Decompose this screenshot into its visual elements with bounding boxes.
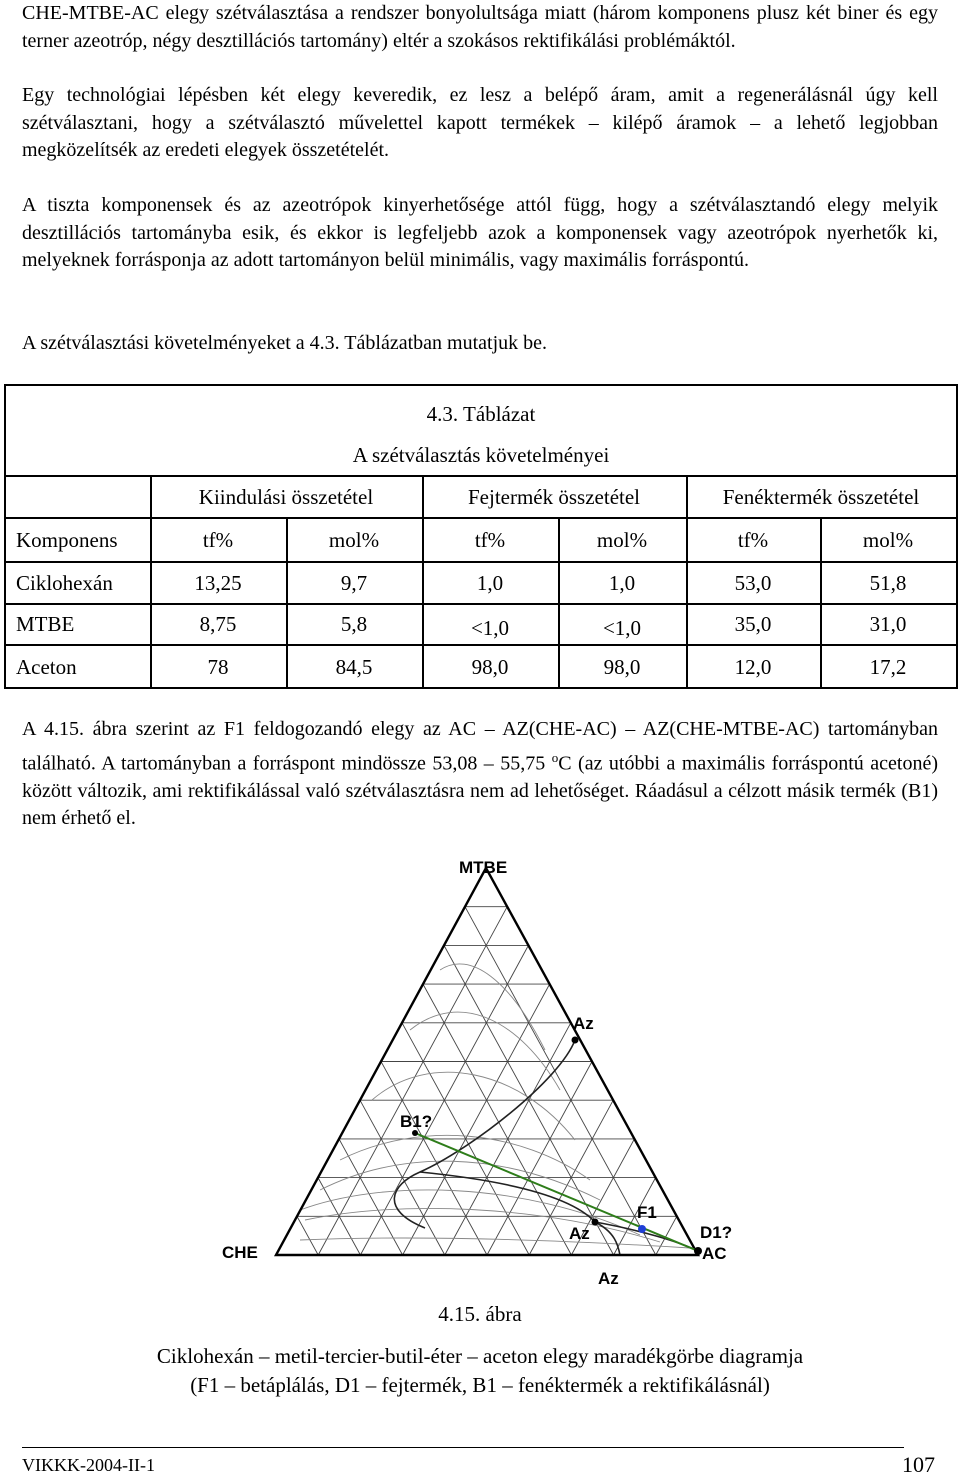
table-number: 4.3. Táblázat xyxy=(426,402,536,426)
footer-doc-id: VIKKK-2004-II-1 xyxy=(22,1455,155,1475)
table-cell: MTBE xyxy=(16,612,75,636)
degree-superscript: o xyxy=(551,749,559,765)
footer-rule xyxy=(22,1447,904,1448)
figure-caption xyxy=(0,1342,960,1400)
distillation-boundary xyxy=(394,1040,575,1228)
label-f1: F1 xyxy=(637,1203,657,1222)
requirements-table xyxy=(4,384,958,689)
residue-curve xyxy=(440,964,545,1050)
table-cell: 12,0 xyxy=(734,655,772,679)
label-che: CHE xyxy=(222,1243,258,1262)
caption-line: Ciklohexán – metil-tercier-butil-éter – aceton elegy maradékgörbe diagramja xyxy=(156,1344,804,1368)
header-cell: tf% xyxy=(202,528,234,552)
header-cell: tf% xyxy=(474,528,506,552)
caption-line: (F1 – betáplálás, D1 – fejtermék, B1 – fenéktermék a rektifikálásnál) xyxy=(190,1373,770,1397)
residue-curve-diagram xyxy=(0,850,960,1300)
table-cell: 31,0 xyxy=(869,612,907,636)
group-header-bottom: Fenéktermék összetétel xyxy=(722,485,920,509)
ternary-plot xyxy=(0,850,960,1300)
header-cell: tf% xyxy=(737,528,769,552)
table-cell: Ciklohexán xyxy=(16,571,113,595)
header-cell: mol% xyxy=(596,528,648,552)
label-azeotrope-bottom: Az xyxy=(598,1269,619,1288)
table-cell: 98,0 xyxy=(471,655,509,679)
table-cell: 78 xyxy=(207,655,229,679)
table-cell: 51,8 xyxy=(869,571,907,595)
header-cell: mol% xyxy=(862,528,914,552)
grid-line xyxy=(318,907,507,1255)
table-rule xyxy=(6,603,956,605)
table-cell: <1,0 xyxy=(470,616,510,640)
group-header-top: Fejtermék összetétel xyxy=(467,485,641,509)
table-rule xyxy=(6,644,956,646)
table-cell: Aceton xyxy=(16,655,77,679)
ternary-grid xyxy=(297,907,677,1255)
azeotrope-point xyxy=(572,1037,579,1044)
table-rule xyxy=(6,561,956,563)
paragraph-intro: CHE-MTBE-AC elegy szétválasztása a rendszer bonyolultsága miatt (három komponens plusz két biner és egy terner azeotróp, négy desztillációs tartomány) eltér a szokásos rektifikálási problémáktól. xyxy=(22,2,938,52)
label-ac: AC xyxy=(702,1244,727,1263)
table-cell: 8,75 xyxy=(199,612,237,636)
d1-point xyxy=(694,1247,702,1255)
residue-curve xyxy=(300,1238,690,1248)
grid-line xyxy=(423,984,571,1255)
table-cell: 17,2 xyxy=(869,655,907,679)
paragraph-table-ref: A szétválasztási követelményeket a 4.3. Táblázatban mutatjuk be. xyxy=(22,332,547,354)
label-d1: D1? xyxy=(700,1223,733,1242)
table-cell: 84,5 xyxy=(335,655,373,679)
label-azeotrope-ternary: Az xyxy=(569,1224,590,1243)
table-rule xyxy=(6,517,956,519)
grid-line xyxy=(297,1216,318,1255)
table-cell: 1,0 xyxy=(476,571,504,595)
table-cell: 98,0 xyxy=(603,655,641,679)
header-cell: Komponens xyxy=(16,528,118,552)
table-cell: 5,8 xyxy=(340,612,368,636)
table-cell: 1,0 xyxy=(608,571,636,595)
grid-line xyxy=(381,1062,487,1256)
table-cell: 9,7 xyxy=(340,571,368,595)
label-azeotrope-upper: Az xyxy=(573,1014,594,1033)
f1-feed-point xyxy=(638,1225,646,1233)
table-cell: 35,0 xyxy=(734,612,772,636)
label-mtbe: MTBE xyxy=(459,858,508,877)
group-header-feed: Kiindulási összetétel xyxy=(198,485,374,509)
azeotrope-point xyxy=(592,1219,599,1226)
table-cell: 13,25 xyxy=(194,571,242,595)
paragraph-figure-ref: A 4.15. ábra szerint az F1 feldogozandó elegy az AC – AZ(CHE-AC) – AZ(CHE-MTBE-AC) tartományban található. A tartományban a forráspont mindössze 53,08 – 55,75 $^o$C (az utóbbi a maximális forráspontú acetoné) között változik, ami rektifikálással való szétválasztásra nem ad lehetőséget. Ráadásul a célzott másik termék (B1) nem érhető el. xyxy=(22,718,938,830)
grid-line xyxy=(465,907,656,1255)
table-cell: 53,0 xyxy=(734,571,772,595)
table-title: A szétválasztás követelményei xyxy=(352,443,610,467)
paragraph-components: A tiszta komponensek és az azeotrópok kinyerhetősége attól függ, hogy a szétválasztandó elegy melyik desztillációs tartományba esik, és ekkor is legfeljebb azok a komponensek vagy azeotrópok nyerhetők ki, melyeknek forrásponja az adott tartományon belül minimális, vagy maximális forráspontú. xyxy=(22,194,938,271)
page-number: 107 xyxy=(902,1452,935,1477)
figure-number: 4.15. ábra xyxy=(438,1302,522,1326)
table-rule xyxy=(6,475,956,477)
label-b1: B1? xyxy=(400,1112,433,1131)
table-cell: <1,0 xyxy=(602,616,642,640)
residue-curve xyxy=(340,1135,590,1180)
header-cell: mol% xyxy=(328,528,380,552)
paragraph-mixing: Egy technológiai lépésben két elegy keveredik, ez lesz a belépő áram, amit a regenerálásnál úgy kell szétválasztani, hogy a szétválasztó művelettel kapott termékek – kilépő áramok – a lehető legjobban megközelítsék az eredeti elegyek összetételét. xyxy=(22,84,938,161)
